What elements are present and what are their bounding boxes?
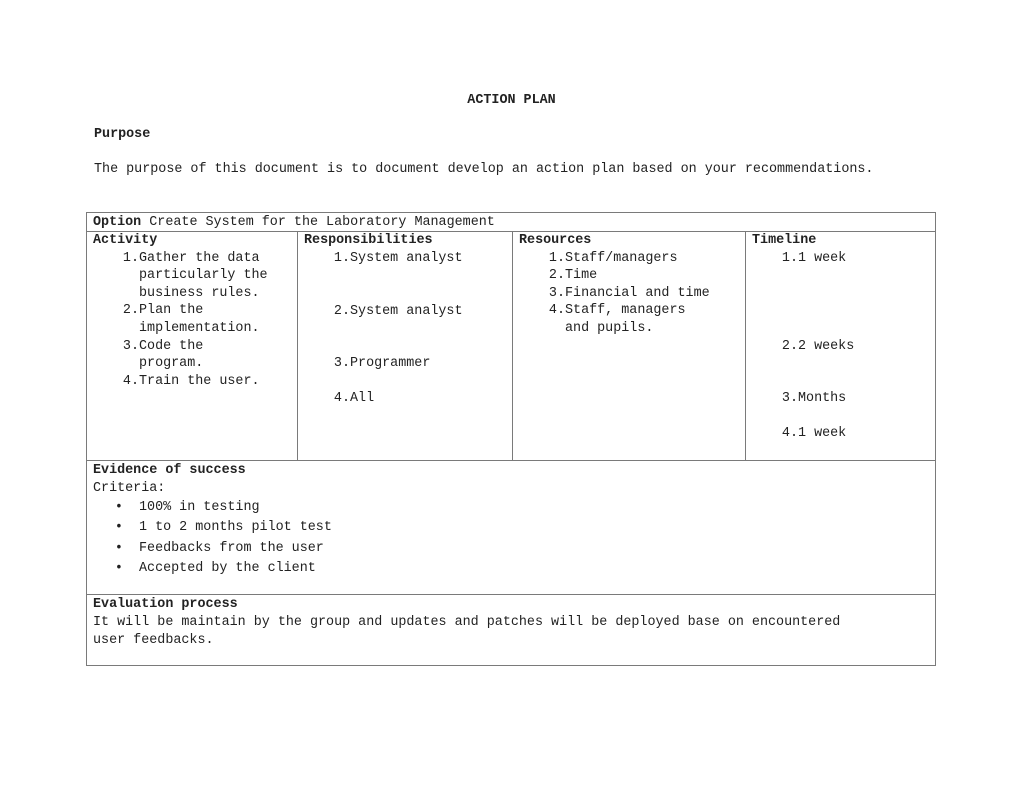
activity-item-4: Train the user. <box>139 373 260 389</box>
option-value: Create System for the Laboratory Management <box>149 215 495 230</box>
responsibilities-column <box>298 232 513 460</box>
list-item: 1. Staff/managers <box>548 250 678 266</box>
criteria-item-3: Feedbacks from the user <box>139 540 324 556</box>
activity-header: Activity <box>93 233 158 248</box>
criteria-item-4: Accepted by the client <box>139 561 316 577</box>
action-plan-table <box>86 212 936 666</box>
responsibilities-header: Responsibilities <box>304 233 433 248</box>
plan-columns-row <box>87 232 935 461</box>
list-item: 2. Plan the implementation. <box>93 302 291 337</box>
resource-item-3: Financial and time <box>565 285 710 301</box>
evaluation-text: It will be maintain by the group and updates and patches will be deployed base on encountered user feedbacks. <box>93 615 841 648</box>
activity-item-1: Gather the data particularly the business rules. <box>139 250 268 301</box>
criteria-label: Criteria: <box>93 481 166 496</box>
resource-item-4: Staff, managers and pupils. <box>565 303 686 336</box>
activity-item-2: Plan the implementation. <box>139 303 260 336</box>
timeline-column <box>746 232 935 460</box>
activity-column <box>87 232 298 460</box>
list-item: 4. 1 week <box>781 425 847 441</box>
evaluation-row <box>87 595 935 665</box>
responsibility-item-1: System analyst <box>350 250 463 266</box>
activity-list <box>93 250 291 391</box>
resources-header: Resources <box>519 233 592 248</box>
list-item <box>93 518 929 538</box>
list-item: 1. Gather the data particularly the business rules. <box>93 250 291 303</box>
list-item: 3. Code the program. <box>93 338 291 373</box>
activity-item-3: Code the program. <box>139 338 204 372</box>
option-row <box>87 213 935 232</box>
responsibility-item-3: Programmer <box>350 355 431 371</box>
document-title: ACTION PLAN <box>467 93 556 108</box>
resources-column <box>513 232 746 460</box>
responsibility-item-4: All <box>350 390 375 406</box>
bullet-icon: • <box>114 500 139 515</box>
purpose-heading: Purpose <box>94 127 151 142</box>
criteria-item-1: 100% in testing <box>139 500 260 515</box>
evidence-header: Evidence of success <box>93 463 246 478</box>
list-item: 3. Financial and time <box>548 285 710 301</box>
criteria-list <box>93 498 929 580</box>
bullet-icon: • <box>114 561 139 577</box>
list-item <box>93 498 929 518</box>
timeline-item-2: 2 weeks <box>798 338 855 354</box>
list-item: 1. System analyst <box>304 250 506 303</box>
list-item <box>93 539 929 559</box>
responsibilities-list <box>304 250 506 408</box>
bullet-icon: • <box>114 520 139 536</box>
purpose-paragraph: The purpose of this document is to document develop an action plan based on your recommendations. <box>94 162 874 177</box>
list-item: 4. Train the user. <box>122 373 260 389</box>
timeline-header: Timeline <box>752 233 817 248</box>
list-item: 3. Months <box>752 390 929 425</box>
option-label: Option <box>93 215 142 230</box>
resource-item-1: Staff/managers <box>565 250 678 266</box>
timeline-item-3: Months <box>798 390 847 406</box>
list-item: 4. Staff, managers and pupils. <box>519 302 739 337</box>
list-item: 2. Time <box>548 268 598 284</box>
evidence-row <box>87 461 935 595</box>
list-item: 3. Programmer <box>304 355 506 390</box>
resource-item-2: Time <box>565 268 598 284</box>
list-item: 1. 1 week <box>752 250 929 338</box>
timeline-item-4: 1 week <box>798 425 847 441</box>
resources-list <box>519 250 739 338</box>
list-item <box>93 559 929 579</box>
criteria-item-2: 1 to 2 months pilot test <box>139 520 332 536</box>
list-item: 2. 2 weeks <box>752 338 929 390</box>
evaluation-header: Evaluation process <box>93 597 238 612</box>
list-item: 4. All <box>333 390 375 406</box>
responsibility-item-2: System analyst <box>350 303 463 319</box>
timeline-list <box>752 250 929 443</box>
timeline-item-1: 1 week <box>798 250 847 266</box>
list-item: 2. System analyst <box>304 303 506 355</box>
bullet-icon: • <box>114 540 139 556</box>
